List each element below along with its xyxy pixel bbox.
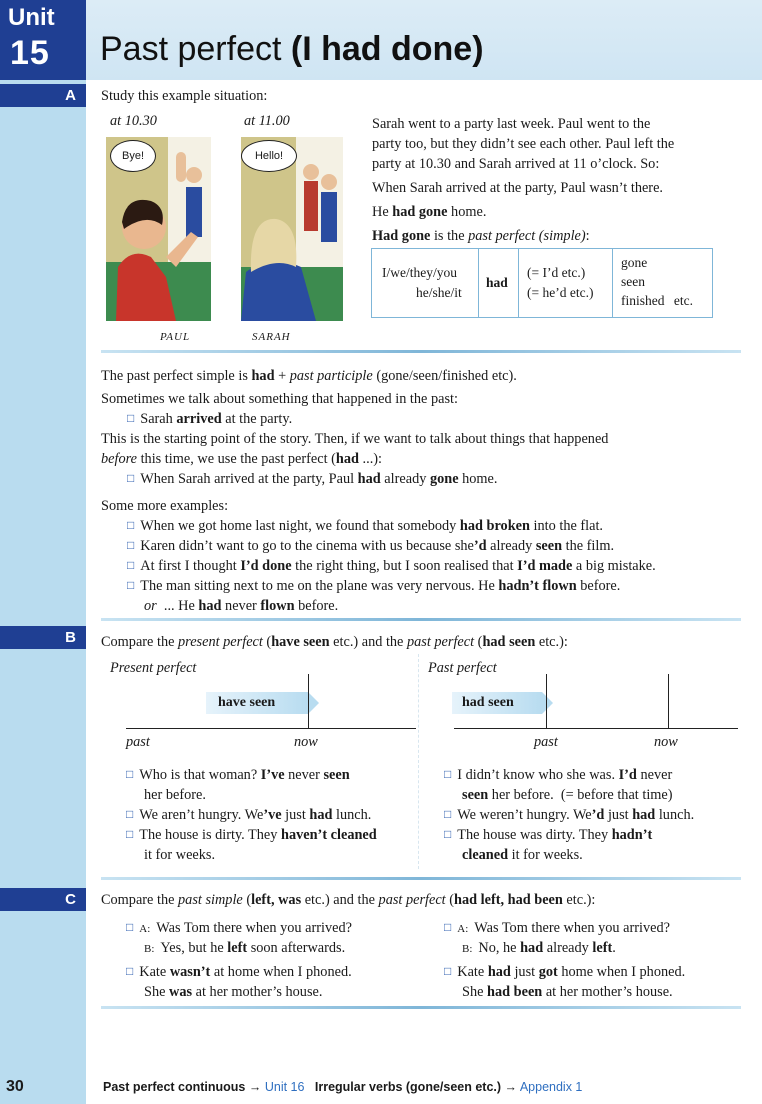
timeline — [126, 728, 416, 729]
link-appendix-1[interactable]: Appendix 1 — [519, 1080, 583, 1094]
link-unit-16[interactable]: Unit 16 — [264, 1080, 305, 1094]
divider-c — [101, 877, 741, 880]
section-tab-c: C — [0, 888, 86, 911]
ps-dialog-a: □ A: Was Tom there when you arrived? — [126, 918, 352, 939]
divider-end — [101, 1006, 741, 1009]
section-tab-b: B — [0, 626, 86, 649]
example-seen-film: □ Karen didn’t want to go to the cinema with us because she’d already seen the film. — [127, 536, 614, 556]
divider-a — [101, 350, 741, 353]
title-main: Past perfect — [100, 30, 291, 68]
example-broken: □ When we got home last night, we found that somebody had broken into the flat. — [127, 516, 603, 536]
have-seen-arrow: have seen — [206, 692, 308, 714]
footer-links: Past perfect continuous → Unit 16 Irregular verbs (gone/seen etc.) → Appendix 1 — [103, 1080, 583, 1094]
page-number: 30 — [6, 1078, 24, 1095]
pap-example-3: □ The house was dirty. They hadn’t — [444, 825, 652, 845]
rule-line: The past perfect simple is had + past participle (gone/seen/finished etc). — [101, 368, 517, 384]
past-simple-box — [106, 912, 418, 1004]
time-label-2: at 11.00 — [244, 113, 290, 129]
more-examples-heading: Some more examples: — [101, 498, 229, 514]
speech-bubble-bye: Bye! — [110, 140, 156, 172]
left-margin — [0, 0, 86, 1104]
now-line-right — [668, 674, 669, 728]
ps-kate-1: □ Kate wasn’t at home when I phoned. — [126, 962, 352, 982]
past-perfect-heading: Past perfect — [428, 660, 497, 676]
unit-word: Unit — [8, 4, 55, 31]
pap-example-3-cont: cleaned it for weeks. — [462, 847, 583, 863]
past-perfect-box-c — [424, 912, 740, 1004]
example-flown: □ The man sitting next to me on the plane was very nervous. He hadn’t flown before. — [127, 576, 620, 596]
formula-contractions: (= I’d etc.) (= he’d etc.) — [519, 249, 613, 317]
pp-example-2: □ We aren’t hungry. We’ve just had lunch. — [126, 805, 371, 825]
now-line — [308, 674, 309, 728]
he-had-gone-line: He had gone home. — [372, 204, 487, 220]
example-had-gone: □ When Sarah arrived at the party, Paul had already gone home. — [127, 469, 497, 489]
pp-example-1: □ Who is that woman? I’ve never seen — [126, 765, 350, 785]
page-title — [100, 30, 484, 69]
example-never-flown: or ... He had never flown before. — [144, 598, 339, 614]
caption-sarah: SARAH — [252, 331, 291, 343]
pp-example-3-cont: it for weeks. — [144, 847, 216, 863]
example-mistake: □ At first I thought I’d done the right thing, but I soon realised that I’d made a big mistake. — [127, 556, 656, 576]
story-line-1: Sarah went to a party last week. Paul went to the — [372, 116, 651, 132]
formula-subjects: I/we/they/you he/she/it — [372, 249, 479, 317]
present-perfect-box — [106, 654, 419, 869]
timeline-right-past: past — [534, 734, 558, 750]
present-perfect-heading: Present perfect — [110, 660, 197, 676]
when-line: When Sarah arrived at the party, Paul wasn’t there. — [372, 180, 663, 196]
pap-example-1-cont: seen her before. (= before that time) — [462, 787, 673, 803]
story-line-2: party too, but they didn’t see each other. Paul left the — [372, 136, 675, 152]
pap-example-2: □ We weren’t hungry. We’d just had lunch. — [444, 805, 694, 825]
section-b-intro: Compare the present perfect (have seen etc.) and the past perfect (had seen etc.): — [101, 634, 568, 650]
starting-point-line-2: before this time, we use the past perfect (had ...): — [101, 451, 382, 467]
pap-kate-1: □ Kate had just got home when I phoned. — [444, 962, 685, 982]
pap-dialog-b: B: No, he had already left. — [462, 940, 616, 956]
pp-example-3: □ The house is dirty. They haven’t cleaned — [126, 825, 377, 845]
pap-example-1: □ I didn’t know who she was. I’d never — [444, 765, 672, 785]
section-c-intro: Compare the past simple (left, was etc.) and the past perfect (had left, had been etc.): — [101, 892, 596, 908]
unit-number: 15 — [10, 34, 50, 72]
formula-participles: gone seen finished etc. — [621, 255, 693, 308]
story-line-3: party at 10.30 and Sarah arrived at 11 o’clock. So: — [372, 156, 660, 172]
ps-kate-2: She was at her mother’s house. — [144, 984, 323, 1000]
pp-example-1-cont: her before. — [144, 787, 206, 803]
pap-kate-2: She had been at her mother’s house. — [462, 984, 673, 1000]
formula-table — [371, 248, 713, 318]
formula-had: had — [479, 249, 519, 317]
title-paren: (I had done) — [290, 30, 484, 68]
sometimes-line: Sometimes we talk about something that happened in the past: — [101, 391, 458, 407]
divider-b — [101, 618, 741, 621]
past-line — [546, 674, 547, 728]
speech-bubble-hello: Hello! — [241, 140, 297, 172]
had-gone-definition: Had gone is the past perfect (simple): — [372, 228, 590, 244]
unit-box — [0, 0, 86, 80]
timeline-past: past — [126, 734, 150, 750]
example-arrived: □ Sarah arrived at the party. — [127, 409, 292, 429]
had-seen-arrow: had seen — [452, 692, 542, 714]
timeline-right-now: now — [654, 734, 678, 750]
past-perfect-box — [424, 654, 740, 869]
time-label-1: at 10.30 — [110, 113, 157, 129]
timeline-right — [454, 728, 738, 729]
pap-dialog-a: □ A: Was Tom there when you arrived? — [444, 918, 670, 939]
timeline-now: now — [294, 734, 318, 750]
ps-dialog-b: B: Yes, but he left soon afterwards. — [144, 940, 346, 956]
starting-point-line-1: This is the starting point of the story. Then, if we want to talk about things that happened — [101, 431, 609, 447]
caption-paul: PAUL — [160, 331, 191, 343]
section-tab-a: A — [0, 84, 86, 107]
section-a-intro: Study this example situation: — [101, 88, 268, 104]
